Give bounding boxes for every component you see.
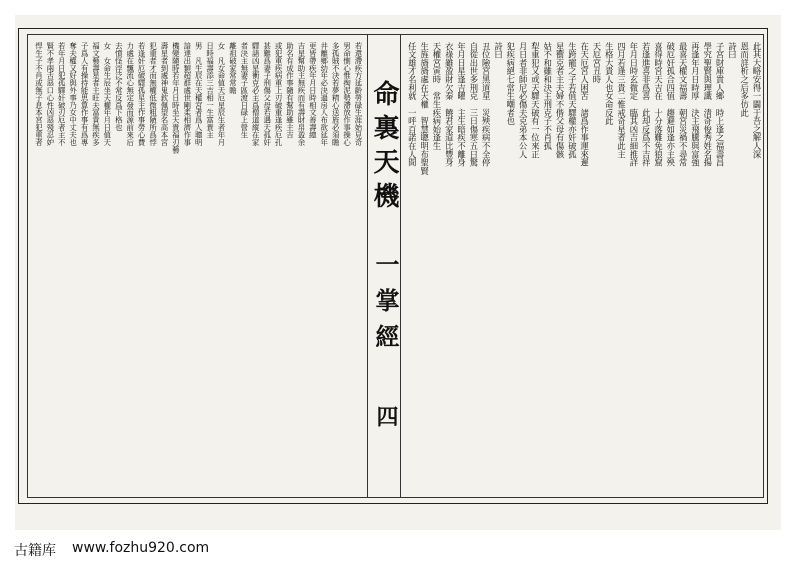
text-column: 詩曰: [493, 42, 504, 59]
text-column: 男命惻心惟掏泥勢滯放作事操心: [342, 42, 352, 146]
text-column: 犁重犯又或天驛天破有一位來正: [530, 42, 541, 159]
text-column: 者決主無妻子區渡日碌上營生: [239, 42, 249, 139]
text-column: 井離鄉幼年必決過房人布欲延年: [319, 42, 329, 146]
text-column: 此其大略安得一闢于吾之解人深: [752, 42, 762, 159]
text-column: 喜得時宮天吉在 十分落難免狼窟: [653, 42, 664, 167]
text-column: 若年月日犯孤驛奸破刃厄者主不: [57, 42, 67, 146]
text-column: 更皆帶疾年月日時相文善壽總: [308, 42, 318, 139]
text-column: 女 凡女命值天厄星辰生者年月: [217, 42, 227, 146]
text-column: 生格大貴人也女命反此: [604, 42, 615, 126]
text-column: 犯疾病絕七常生嘲者也: [505, 42, 516, 126]
text-column: 悍生子不肖或無子息本宮犯重者: [34, 42, 44, 146]
text-column: 若逢奸厄破驛孤星主作事勞心費: [137, 42, 147, 146]
text-column: 女 女命生辰坐天權年月日值天: [102, 42, 112, 146]
text-column: 壽星者到處神鬼欽佩望名高本宮: [159, 42, 169, 146]
center-rule-right: [400, 34, 401, 498]
text-column: 多孤賊不決若夢精心送旌必須瞻: [331, 42, 341, 146]
text-column: 丑位險宮黑道星 災殃疾病不全停: [481, 42, 492, 167]
text-column: 在天厄宮人困苦 諸爲作事運來遲: [579, 42, 590, 167]
text-column: 力處在飄流心無定發而源前來后: [125, 42, 135, 146]
text-column: 月日者非師尼必傷夫克弟本公人: [518, 42, 529, 159]
site-name: 古籍库: [14, 543, 56, 559]
text-column: 若逢進喜非爲喜 此却反爲不吉祥: [641, 42, 652, 167]
text-column: 犯重者才而無權低微粗陋所爲悖: [148, 42, 158, 146]
text-column: 助名有成作事隨有幫助雖主吉: [285, 42, 295, 139]
page-number: 四: [373, 405, 399, 427]
text-column: 再逢年月日時厚 決主飛騰與富強: [690, 42, 701, 167]
text-column: 驛諸凶星衝克必主爲僧道縱在家: [251, 42, 261, 146]
text-column: 恩而詳析之后多仿此: [739, 42, 750, 117]
text-column: 福文藝壽星者主旺夫富貴無疾多: [91, 42, 101, 146]
text-column: 星衝克者主夫婦不偕父母有傷骸: [555, 42, 566, 159]
text-column: 天厄宮丑時: [591, 42, 602, 84]
text-column: 機變隨時若年月日時坐天貴福刃藝: [171, 42, 181, 154]
text-column: 任文雄才名利就 一呼百諾在人間: [407, 42, 418, 167]
text-column: 去憤怪浮泛不常反爲下格也: [114, 42, 124, 131]
text-column: 衣祿雖盈財欠秦 饒君家道比豐身: [444, 42, 455, 167]
text-column: 生旌旖旖處在天權 智慧聰明布聖賢: [419, 42, 430, 175]
text-column: 年月日時玄微定 臨其凶吉細推詳: [628, 42, 639, 167]
section-title: 一掌經: [371, 252, 400, 360]
text-column: 天權宮寅時 常生疾病始逢生: [431, 42, 442, 151]
text-column: 吉星幫助主無疾而有壽財帛盈余: [296, 42, 306, 146]
center-rule-left: [367, 34, 368, 498]
text-column: 男 凡生辰在天權宮者爲人聰明: [194, 42, 204, 146]
text-column: 甚難爲妻子刑傷父母若遇天孤奸: [262, 42, 272, 146]
text-column: 離祖破家常常瞻: [228, 42, 238, 94]
text-column: 奪夫權又好與外事乃女中丈夫也: [68, 42, 78, 146]
text-column: 子爲人有操持能思算作事有爲專: [80, 42, 90, 146]
text-column: 賢不孝兩舌惡口心性凶惡殘忍妒: [45, 42, 55, 146]
text-column: 或犯重疾病重上刃破重逢疾厄孔: [274, 42, 284, 146]
text-column: 生跨寵之子若值天驛權亦奸破孤: [567, 42, 578, 159]
text-column: 詩曰: [727, 42, 738, 59]
text-column: 四月若逢三貴二惟戒奇星者此主: [616, 42, 627, 159]
footer-watermark: [0, 533, 793, 563]
text-column: 諳達出類超群處世剛柔相濟作事: [182, 42, 192, 146]
text-column: 若還滯疾方延齡勞碌生涯始見奇: [353, 42, 363, 146]
text-column: 姑不和雖和決主刑克子不肖孤: [542, 42, 553, 151]
text-column: 子宮財庫貴人鄉 時上逢之福壽昌: [715, 42, 726, 167]
book-title: 命裏天機: [369, 80, 399, 216]
text-column: 年月日星逢吉曜 主生暗疾不離身: [456, 42, 467, 167]
text-column: 日時福壽添三吉相一生富貴主: [205, 42, 215, 139]
text-column: 破厄奸孤合四值 趨避如逢亦主殃: [665, 42, 676, 167]
site-url: www.fozhu920.com: [72, 540, 210, 556]
text-column: 自從出世多刑克 三日傷寒五日驚: [468, 42, 479, 167]
text-column: 最喜天權文福壽 朝宮災禍不尋常: [678, 42, 689, 167]
text-column: 學究聖賢與理識 清奇俊秀姓名揚: [702, 42, 713, 167]
